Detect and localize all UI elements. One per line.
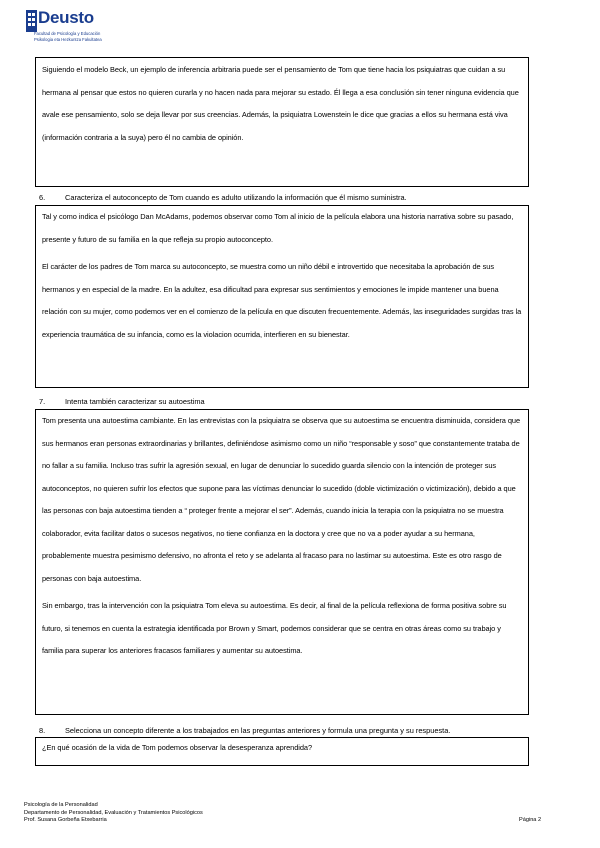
question-6: [39, 193, 407, 203]
question-7-title: Intenta también caracterizar su autoestima: [65, 397, 205, 406]
question-7: [39, 397, 205, 407]
footer-course: Psicología de la Personalidad: [24, 802, 98, 808]
logo-text: Deusto: [38, 8, 94, 27]
question-8-number: 8.: [39, 726, 46, 735]
answer-6-paragraph-1: Tal y como indica el psicólogo Dan McAdams, podemos observar como Tom al inicio de la película elabora una historia narrativa sobre su pasado, presente y futuro de su familia en la que refleja su propio autoconcepto.: [42, 212, 514, 244]
question-8: [39, 726, 450, 736]
question-8-title: Selecciona un concepto diferente a los trabajados en las preguntas anteriores y formula una pregunta y su respuesta.: [65, 726, 451, 735]
answer-5-text: Siguiendo el modelo Beck, un ejemplo de inferencia arbitraria puede ser el pensamiento de Tom que tiene hacia los psiquiatras que cuidan a su hermana al pensar que estos no quieren curarla y no hacen nada para mejorar su estado. Él llega a esa conclusión sin tener ninguna evidencia que avale ese pensamiento, solo se deja llevar por sus creencias. Además, la psiquiatra Lowenstein le dice que gracias a ellos su hermana está viva (información contraria a la suya) pero él no cambia de opinión.: [42, 65, 519, 142]
answer-7-paragraph-1: Tom presenta una autoestima cambiante. En las entrevistas con la psiquiatra se observa que su autoestima se encuentra disminuida, considera que sus hermanos eran personas extraordinarias y brillantes, definiéndose asimismo como un niño “responsable y soso” que constantemente trataba de no fallar a su familia. Incluso tras sufrir la agresión sexual, en lugar de denunciar lo sucedido guarda silencio con la intención de proteger sus autoconceptos, no quieren sufrir los efectos que supone para las víctimas denunciar lo sucedido (doble victimización o victimización), debido a que las personas con baja autoestima tienden a “ proteger frente a mejorar el ser”. Además, cuando inicia la terapia con la psiquiatra no se muestra colaborador, evita facilitar datos o sucesos negativos, no tiene confianza en la doctora y cree que no va a poder ayudar a su hermana, probablemente muestra pesimismo defensivo, no afronta el reto y se adelanta al fracaso para no lastimar su autoestima. Este es otro rasgo de personas con baja autoestima.: [42, 416, 521, 583]
answer-7-paragraph-2: Sin embargo, tras la intervención con la psiquiatra Tom eleva su autoestima. Es decir, al final de la película reflexiona de forma positiva sobre su futuro, si tenemos en cuenta la estrategia identificada por Brown y Smart, podemos considerar que se centra en otras áreas como su trabajo y familia para superar los anteriores fracasos familiares y aumentar su autoestima.: [42, 601, 507, 655]
answer-8-text: ¿En qué ocasión de la vida de Tom podemos observar la desesperanza aprendida?: [42, 743, 313, 752]
footer-department: Departamento de Personalidad, Evaluación y Tratamientos Psicológicos: [24, 809, 203, 816]
logo-subtitle-2: Psikologia eta Hezkuntza Fakultatea: [34, 37, 102, 42]
answer-6-paragraph-2: El carácter de los padres de Tom marca su autoconcepto, se muestra como un niño débil e introvertido que necesitaba la aprobación de sus hermanos y en especial de la madre. En la adultez, esa dificultad para expresar sus sentimientos y emociones le impide mantener una buena relación con su mujer, como podemos ver en el comienzo de la película en que discuten frecuentemente. Además, las inseguridades surgidas tras la experiencia traumática de su infancia, como es la violacion ocurrida, interfieren en su bienestar.: [42, 262, 522, 339]
deusto-shield-icon: [26, 10, 37, 32]
question-6-title: Caracteriza el autoconcepto de Tom cuando es adulto utilizando la información que él mismo suministra.: [65, 193, 407, 202]
footer-professor: Prof. Susana Gorbeña Etxebarria: [24, 817, 107, 824]
question-6-number: 6.: [39, 193, 46, 202]
footer: [24, 802, 203, 825]
page-number: Página 2: [519, 817, 542, 823]
logo-subtitle-1: Facultad de Psicología y Educación: [34, 31, 101, 36]
answer-8-box: [35, 737, 529, 766]
answer-5-box: [35, 57, 529, 187]
question-7-number: 7.: [39, 397, 46, 406]
answer-7-box: [35, 409, 529, 715]
answer-6-box: [35, 205, 529, 388]
